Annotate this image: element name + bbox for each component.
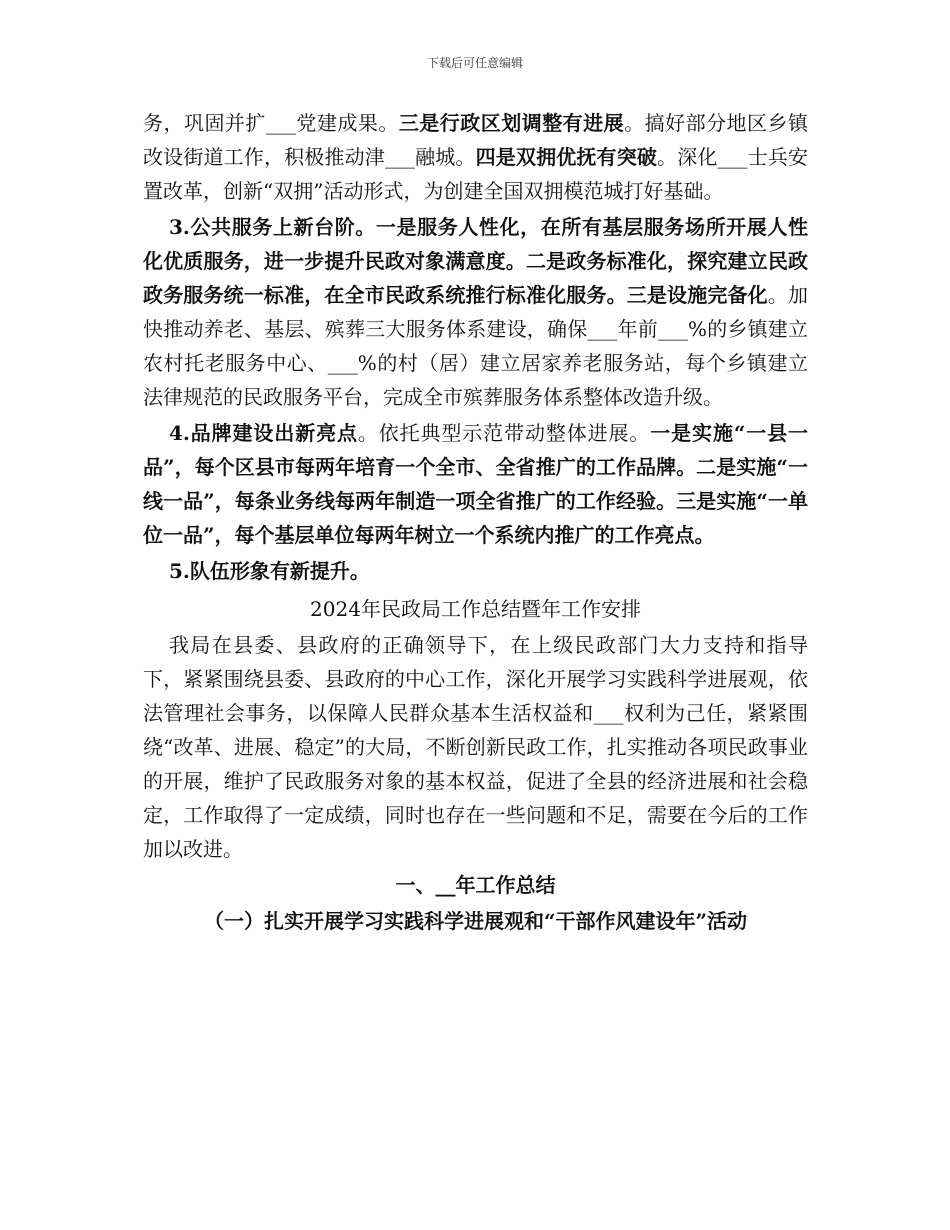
text-run: %的乡镇建立农村托老服务中心、 <box>143 317 809 375</box>
paragraph <box>143 554 808 588</box>
subsection-heading: （一）扎实开展学习实践科学进展观和“干部作风建设年”活动 <box>203 909 747 933</box>
paragraph <box>143 210 808 414</box>
section-heading: 一、__年工作总结 <box>395 873 556 897</box>
text-run: 士兵安置改革，创新“双拥”活动形式，为创建全国双拥模范城打好基础。 <box>143 145 809 203</box>
page-header: 下载后可任意编辑 <box>426 56 523 70</box>
text-run: ___ <box>265 111 296 135</box>
document-body <box>143 106 808 940</box>
text-run: 融城。 <box>414 145 476 169</box>
text-run: %的村（居）建立居家养老服务站，每个乡镇建立法律规范的民政服务平台，完成全市殡葬服务体系整体改造升级。 <box>143 351 808 409</box>
bold-run: 4.品牌建设出新亮点 <box>169 421 358 445</box>
text-run: 党建成果。 <box>295 111 399 135</box>
paragraph <box>143 416 808 552</box>
text-run: 。深化 <box>657 145 718 169</box>
text-run: 。搞好部分地区乡镇改设街道工作，积极推动津 <box>143 111 809 169</box>
text-run: ___ <box>587 317 618 341</box>
text-run: 权利为己任，紧紧围绕“改革、进展、稳定”的大局，不断创新民政工作，扎实推动各项民政事业的开展，维护了民政服务对象的基本权益，促进了全县的经济进展和社会稳定，工作取得了一定成绩，同时也存在一些问题和不足，需要在今后的工作加以改进。 <box>143 701 809 861</box>
bold-run: 四是双拥优抚有突破 <box>475 145 658 169</box>
text-run: ___ <box>658 317 688 341</box>
text-run: ___ <box>384 145 415 169</box>
bold-run: 一是实施“一县一品”，每个区县市每两年培育一个全市、全省推广的工作品牌。二是实施“一线一品”，每条业务线每两年制造一项全省推广的工作经验。三是实施“一单位一品”，每个基层单位每两年树立一个系统内推广的工作亮点。 <box>143 421 808 547</box>
bold-run: 三是行政区划调整有进展 <box>398 111 625 135</box>
text-run: ___ <box>327 351 358 375</box>
text-run: 务，巩固并扩 <box>143 111 266 135</box>
paragraph <box>143 628 808 866</box>
bold-run: 5.队伍形象有新提升。 <box>169 559 370 583</box>
text-run: 。加快推动养老、基层、殡葬三大服务体系建设，确保 <box>143 283 808 341</box>
document-title: 2024年民政局工作总结暨年工作安排 <box>310 597 641 621</box>
text-run: ___ <box>593 701 624 725</box>
bold-run: 3.公共服务上新台阶。一是服务人性化，在所有基层服务场所开展人性化优质服务，进一步提升民政对象满意度。二是政务标准化，探究建立民政政务服务统一标准，在全市民政系统推行标准化服务。三是设施完备化 <box>143 215 808 307</box>
text-run: 年前 <box>617 317 658 341</box>
paragraph <box>143 106 808 208</box>
text-run: 。依托典型示范带动整体进展。 <box>357 421 651 445</box>
text-run: ___ <box>717 145 748 169</box>
text-run: 我局在县委、县政府的正确领导下，在上级民政部门大力支持和指导下，紧紧围绕县委、县政府的中心工作，深化开展学习实践科学进展观，依法管理社会事务，以保障人民群众基本生活权益和 <box>143 633 808 725</box>
